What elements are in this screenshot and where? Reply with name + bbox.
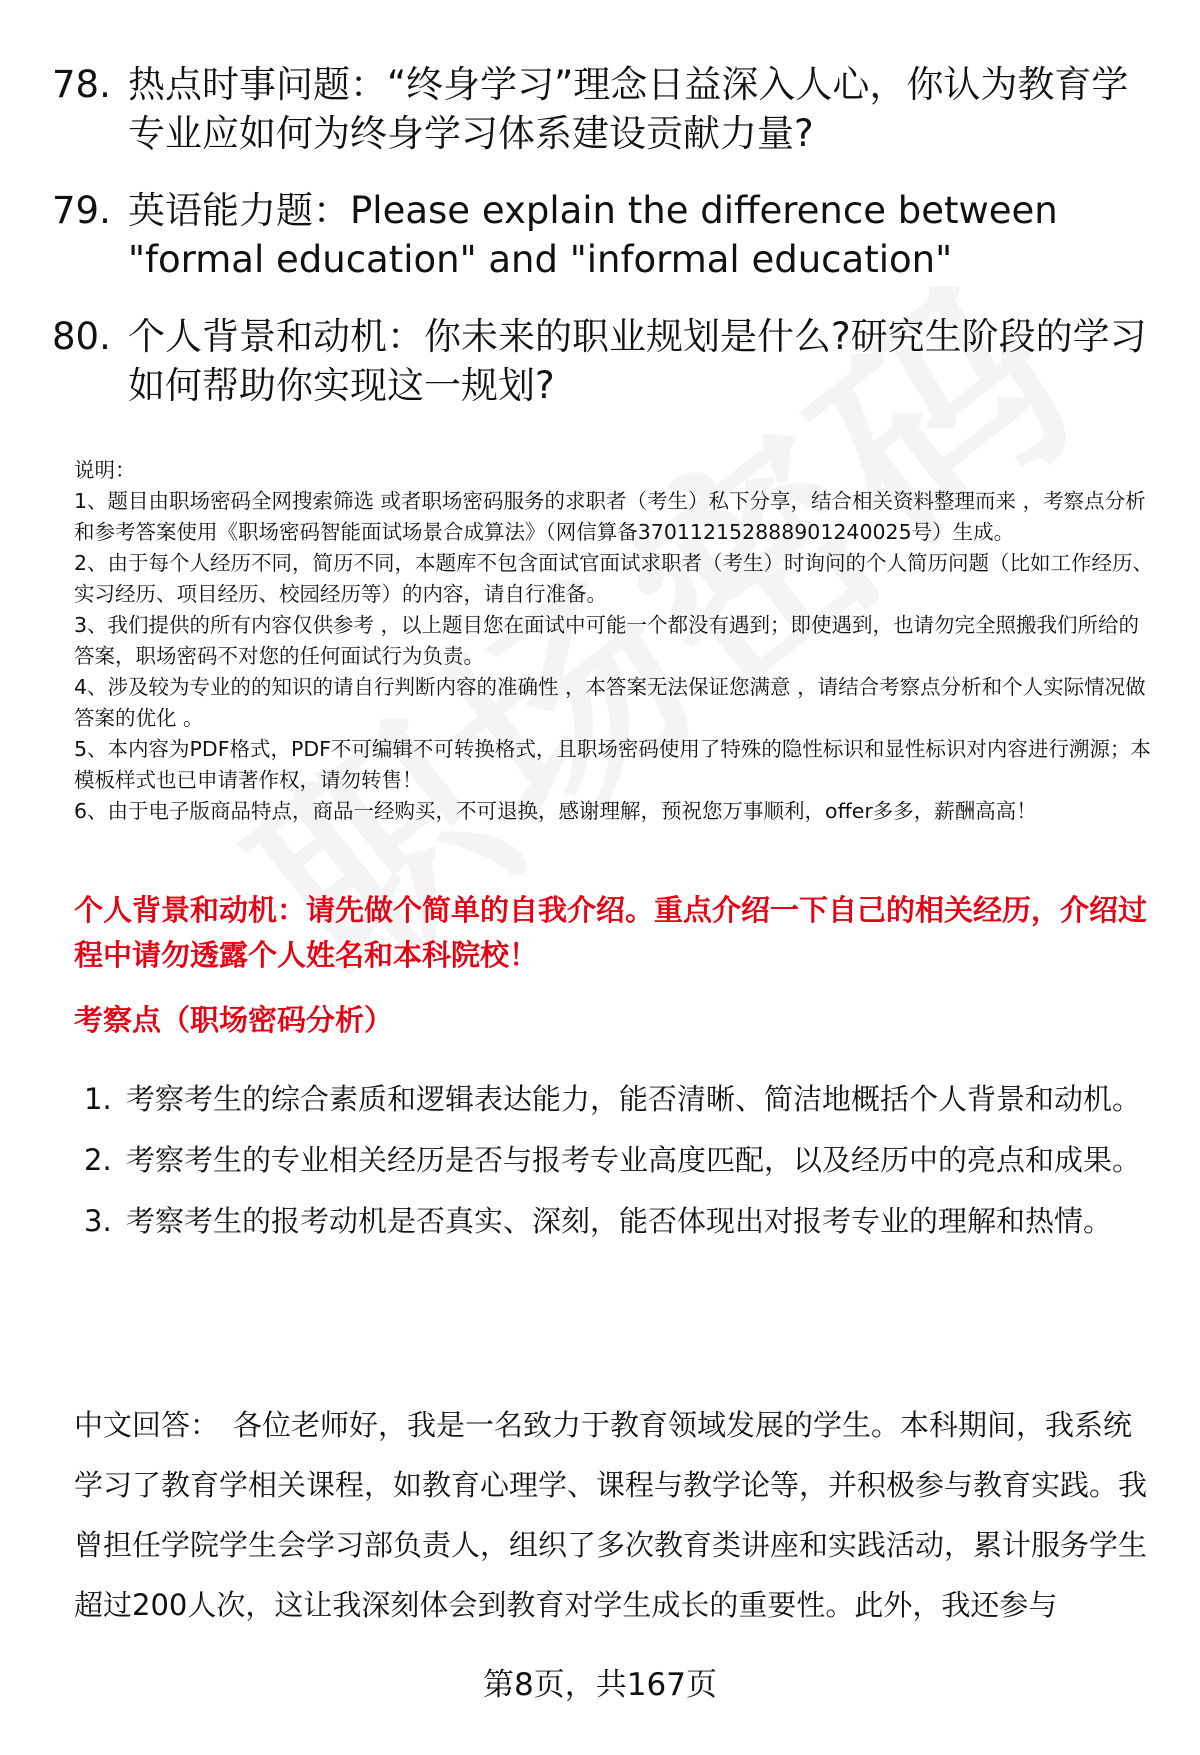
note-item: 1、题目由职场密码全网搜索筛选 或者职场密码服务的求职者（考生）私下分享，结合相关资料整理而来 ，考察点分析和参考答案使用《职场密码智能面试场景合成算法》（网信算备370112152888901240025号）生成。 <box>74 489 1146 544</box>
notes-title: 说明： <box>74 458 136 482</box>
question-heading: 个人背景和动机：请先做个简单的自我介绍。重点介绍一下自己的相关经历，介绍过程中请勿透露个人姓名和本科院校！ <box>74 893 1148 972</box>
note-item: 5、本内容为PDF格式，PDF不可编辑不可转换格式，且职场密码使用了特殊的隐性标识和显性标识对内容进行溯源；本模板样式也已申请著作权，请勿转售！ <box>74 737 1151 792</box>
answer-label: 中文回答： <box>74 1408 220 1442</box>
analysis-point <box>84 1192 1164 1251</box>
note-item: 3、我们提供的所有内容仅供参考 ，以上题目您在面试中可能一个都没有遇到；即使遇到，也请勿完全照搬我们所给的答案，职场密码不对您的任何面试行为负责。 <box>74 613 1140 668</box>
question-item <box>52 186 1152 284</box>
question-text: 个人背景和动机：你未来的职业规划是什么?研究生阶段的学习如何帮助你实现这一规划? <box>128 315 1147 407</box>
question-number: 78. <box>52 63 111 106</box>
analysis-point <box>84 1070 1164 1129</box>
page-footer: 第8页，共167页 <box>483 1667 717 1703</box>
point-number: 1. <box>84 1082 112 1116</box>
note-item: 6、由于电子版商品特点，商品一经购买，不可退换，感谢理解，预祝您万事顺利，offer多多，薪酬高高！ <box>74 799 1037 823</box>
question-item <box>52 60 1152 158</box>
point-number: 3. <box>84 1204 112 1238</box>
analysis-points <box>84 1070 1164 1253</box>
point-text: 考察考生的报考动机是否真实、深刻，能否体现出对报考专业的理解和热情。 <box>126 1204 1113 1238</box>
point-text: 考察考生的专业相关经历是否与报考专业高度匹配，以及经历中的亮点和成果。 <box>126 1143 1142 1177</box>
question-number: 79. <box>52 189 111 232</box>
note-item: 4、涉及较为专业的的知识的请自行判断内容的准确性 ，本答案无法保证您满意 ，请结合考察点分析和个人实际情况做答案的优化 。 <box>74 675 1146 730</box>
question-text: 英语能力题：Please explain the difference between "formal education" and "informal education" <box>128 189 1058 281</box>
question-list <box>52 60 1152 438</box>
point-text: 考察考生的综合素质和逻辑表达能力，能否清晰、简洁地概括个人背景和动机。 <box>126 1082 1142 1116</box>
question-text: 热点时事问题：“终身学习”理念日益深入人心，你认为教育学专业应如何为终身学习体系建设贡献力量? <box>128 63 1129 155</box>
analysis-heading: 考察点（职场密码分析） <box>74 1003 394 1037</box>
question-number: 80. <box>52 315 111 358</box>
note-item: 2、由于每个人经历不同，简历不同，本题库不包含面试官面试求职者（考生）时询问的个人简历问题（比如工作经历、实习经历、项目经历、校园经历等）的内容，请自行准备。 <box>74 551 1154 606</box>
question-item <box>52 312 1152 410</box>
answer-text: 各位老师好，我是一名致力于教育领域发展的学生。本科期间，我系统学习了教育学相关课程，如教育心理学、课程与教学论等，并积极参与教育实践。我曾担任学院学生会学习部负责人，组织了多次教育类讲座和实践活动，累计服务学生超过200人次，这让我深刻体会到教育对学生成长的重要性。此外，我还参与 <box>74 1408 1148 1622</box>
notes-section <box>74 455 1154 827</box>
chinese-answer <box>74 1395 1154 1635</box>
analysis-point <box>84 1131 1164 1190</box>
point-number: 2. <box>84 1143 112 1177</box>
